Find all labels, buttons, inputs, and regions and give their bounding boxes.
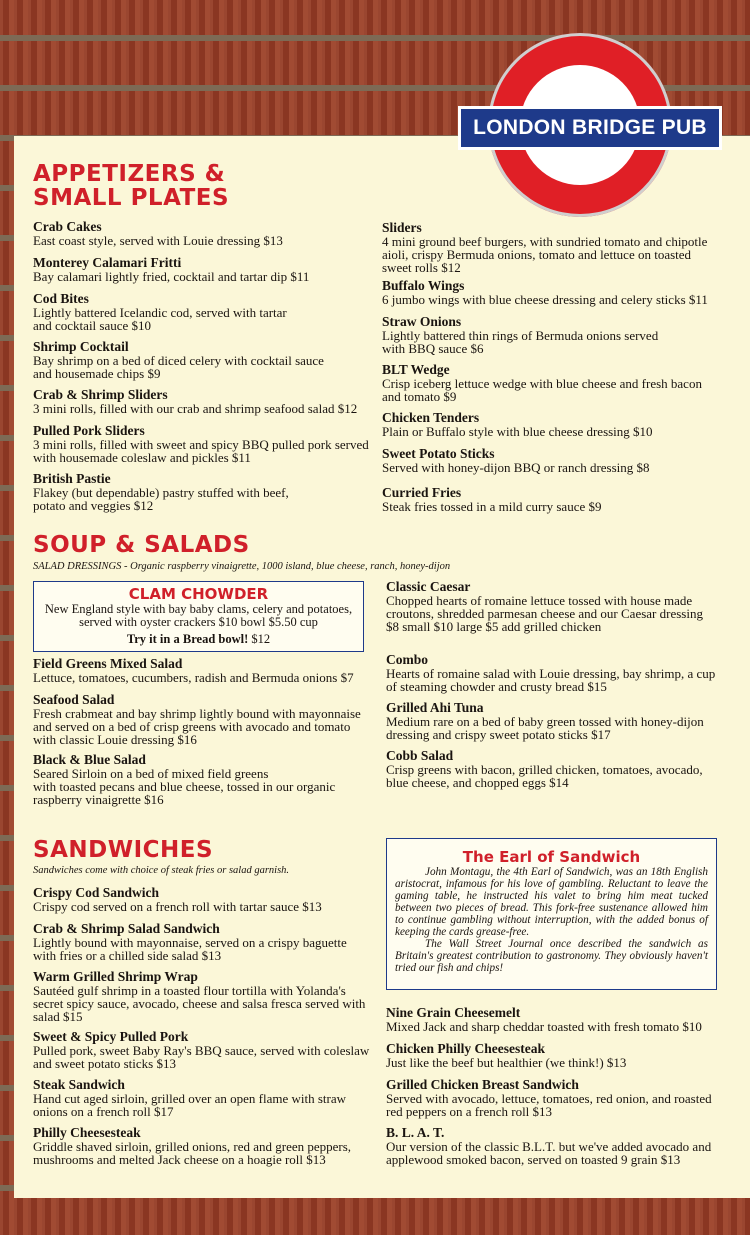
menu-item: Seafood Salad Fresh crabmeat and bay shrimp lightly bound with mayonnaise and served on a bed of crisp greens with avocado and tomato with classic Louie dressing $16 bbox=[33, 692, 361, 747]
menu-item: Chicken Philly Cheesesteak Just like the beef but healthier (we think!) $13 bbox=[386, 1041, 627, 1070]
chowder-title: CLAM CHOWDER bbox=[128, 585, 269, 603]
menu-item: Field Greens Mixed Salad Lettuce, tomatoes, cucumbers, radish and Bermuda onions $7 bbox=[33, 656, 354, 685]
menu-item: Black & Blue Salad Seared Sirloin on a bed of mixed field greens with toasted pecans and blue cheese, tossed in our organic raspberry vinaigrette $16 bbox=[33, 752, 336, 807]
menu-item: Crab & Shrimp Sliders 3 mini rolls, filled with our crab and shrimp seafood salad $12 bbox=[33, 387, 358, 416]
menu-item: Curried Fries Steak fries tossed in a mild curry sauce $9 bbox=[382, 485, 602, 514]
menu-item: British Pastie Flakey (but dependable) pastry stuffed with beef, potato and veggies $12 bbox=[33, 471, 289, 513]
earl-title: The Earl of Sandwich bbox=[462, 848, 641, 866]
menu-item: Crispy Cod Sandwich Crispy cod served on a french roll with tartar sauce $13 bbox=[33, 885, 322, 914]
menu-item: Cod Bites Lightly battered Icelandic cod, served with tartar and cocktail sauce $10 bbox=[33, 291, 287, 333]
menu-item: Steak Sandwich Hand cut aged sirloin, grilled over an open flame with straw onions on a french roll $17 bbox=[33, 1077, 346, 1119]
menu-item: Cobb Salad Crisp greens with bacon, grilled chicken, tomatoes, avocado, blue cheese, and chopped eggs $14 bbox=[386, 748, 703, 790]
menu-item: Buffalo Wings 6 jumbo wings with blue cheese dressing and celery sticks $11 bbox=[382, 278, 708, 307]
chowder-box bbox=[33, 581, 364, 652]
appetizers-heading: APPETIZERS & SMALL PLATES bbox=[33, 161, 230, 211]
menu-item: Sweet Potato Sticks Served with honey-dijon BBQ or ranch dressing $8 bbox=[382, 446, 650, 475]
menu-item: Combo Hearts of romaine salad with Louie dressing, bay shrimp, a cup of steaming chowder and crusty bread $15 bbox=[386, 652, 716, 694]
bread-bowl-price: $12 bbox=[251, 632, 271, 646]
menu-item: Crab Cakes East coast style, served with Louie dressing $13 bbox=[33, 219, 283, 248]
logo-text: LONDON BRIDGE PUB bbox=[473, 116, 707, 139]
menu-item: Nine Grain Cheesemelt Mixed Jack and sharp cheddar toasted with fresh tomato $10 bbox=[386, 1005, 702, 1034]
menu-item: Warm Grilled Shrimp Wrap Sautéed gulf shrimp in a toasted flour tortilla with Yolanda's secret spicy sauce, avocado, cheese and salsa fresca served with salad $15 bbox=[33, 969, 366, 1024]
menu-item: Crab & Shrimp Salad Sandwich Lightly bound with mayonnaise, served on a crispy baguette with fries or a chilled side salad $13 bbox=[33, 921, 347, 963]
menu-item: Chicken Tenders Plain or Buffalo style with blue cheese dressing $10 bbox=[382, 410, 653, 439]
menu-item: Shrimp Cocktail Bay shrimp on a bed of diced celery with cocktail sauce and housemade chips $9 bbox=[33, 339, 324, 381]
menu-item: Straw Onions Lightly battered thin rings of Bermuda onions served with BBQ sauce $6 bbox=[382, 314, 659, 356]
chowder-desc: New England style with bay baby clams, celery and potatoes, served with oyster crackers $10 bowl $5.50 cup bbox=[44, 602, 353, 629]
menu-item: Philly Cheesesteak Griddle shaved sirloin, grilled onions, red and green peppers, mushrooms and melted Jack cheese on a hoagie roll $13 bbox=[33, 1125, 352, 1167]
sandwiches-heading: SANDWICHES bbox=[33, 837, 214, 863]
earl-of-sandwich-box bbox=[386, 838, 717, 990]
bread-bowl-label: Try it in a Bread bowl! bbox=[126, 632, 249, 646]
sandwiches-note: Sandwiches come with choice of steak fries or salad garnish. bbox=[33, 865, 290, 876]
dressings-note: SALAD DRESSINGS - Organic raspberry vinaigrette, 1000 island, blue cheese, ranch, honey-dijon bbox=[33, 561, 451, 572]
menu-item: Monterey Calamari Fritti Bay calamari lightly fried, cocktail and tartar dip $11 bbox=[33, 255, 310, 284]
menu-item: B. L. A. T. Our version of the classic B.L.T. but we've added avocado and applewood smoked bacon, served on toasted 9 grain $13 bbox=[386, 1125, 712, 1167]
menu-item: Pulled Pork Sliders 3 mini rolls, filled with sweet and spicy BBQ pulled pork served with housemade coleslaw and pickles $11 bbox=[33, 423, 369, 465]
menu-item: BLT Wedge Crisp iceberg lettuce wedge with blue cheese and fresh bacon and tomato $9 bbox=[382, 362, 702, 404]
soups-heading: SOUP & SALADS bbox=[33, 532, 250, 558]
pub-logo bbox=[458, 33, 722, 218]
earl-para1: John Montagu, the 4th Earl of Sandwich, was an 18th English aristocrat, infamous for his love of gambling. Reluctant to leave the gaming table, he instructed his valet to bring him meat tucked between two pieces of bread. This fork-free sustenance allowed him to continue gambling without interruption, with the added bonus of keeping the cards grease-free. bbox=[395, 866, 708, 938]
menu-item: Sweet & Spicy Pulled Pork Pulled pork, sweet Baby Ray's BBQ sauce, served with coleslaw and sweet potato sticks $13 bbox=[33, 1029, 370, 1071]
menu-item: Sliders 4 mini ground beef burgers, with sundried tomato and chipotle aioli, crispy Bermuda onions, tomato and lettuce on toasted sweet rolls $12 bbox=[382, 220, 708, 275]
earl-para2: The Wall Street Journal once described the sandwich as Britain's greatest contribution to gastronomy. They obviously haven't tried our fish and chips! bbox=[395, 938, 708, 974]
menu-item: Grilled Chicken Breast Sandwich Served with avocado, lettuce, tomatoes, red onion, and roasted red peppers on a french roll $13 bbox=[386, 1077, 712, 1119]
menu-item: Classic Caesar Chopped hearts of romaine lettuce tossed with house made croutons, shredded parmesan cheese and our Caesar dressing $8 small $10 large $5 add grilled chicken bbox=[386, 579, 703, 634]
menu-item: Grilled Ahi Tuna Medium rare on a bed of baby green tossed with honey-dijon dressing and crispy sweet potato sticks $17 bbox=[386, 700, 704, 742]
logo-bar bbox=[458, 106, 722, 150]
